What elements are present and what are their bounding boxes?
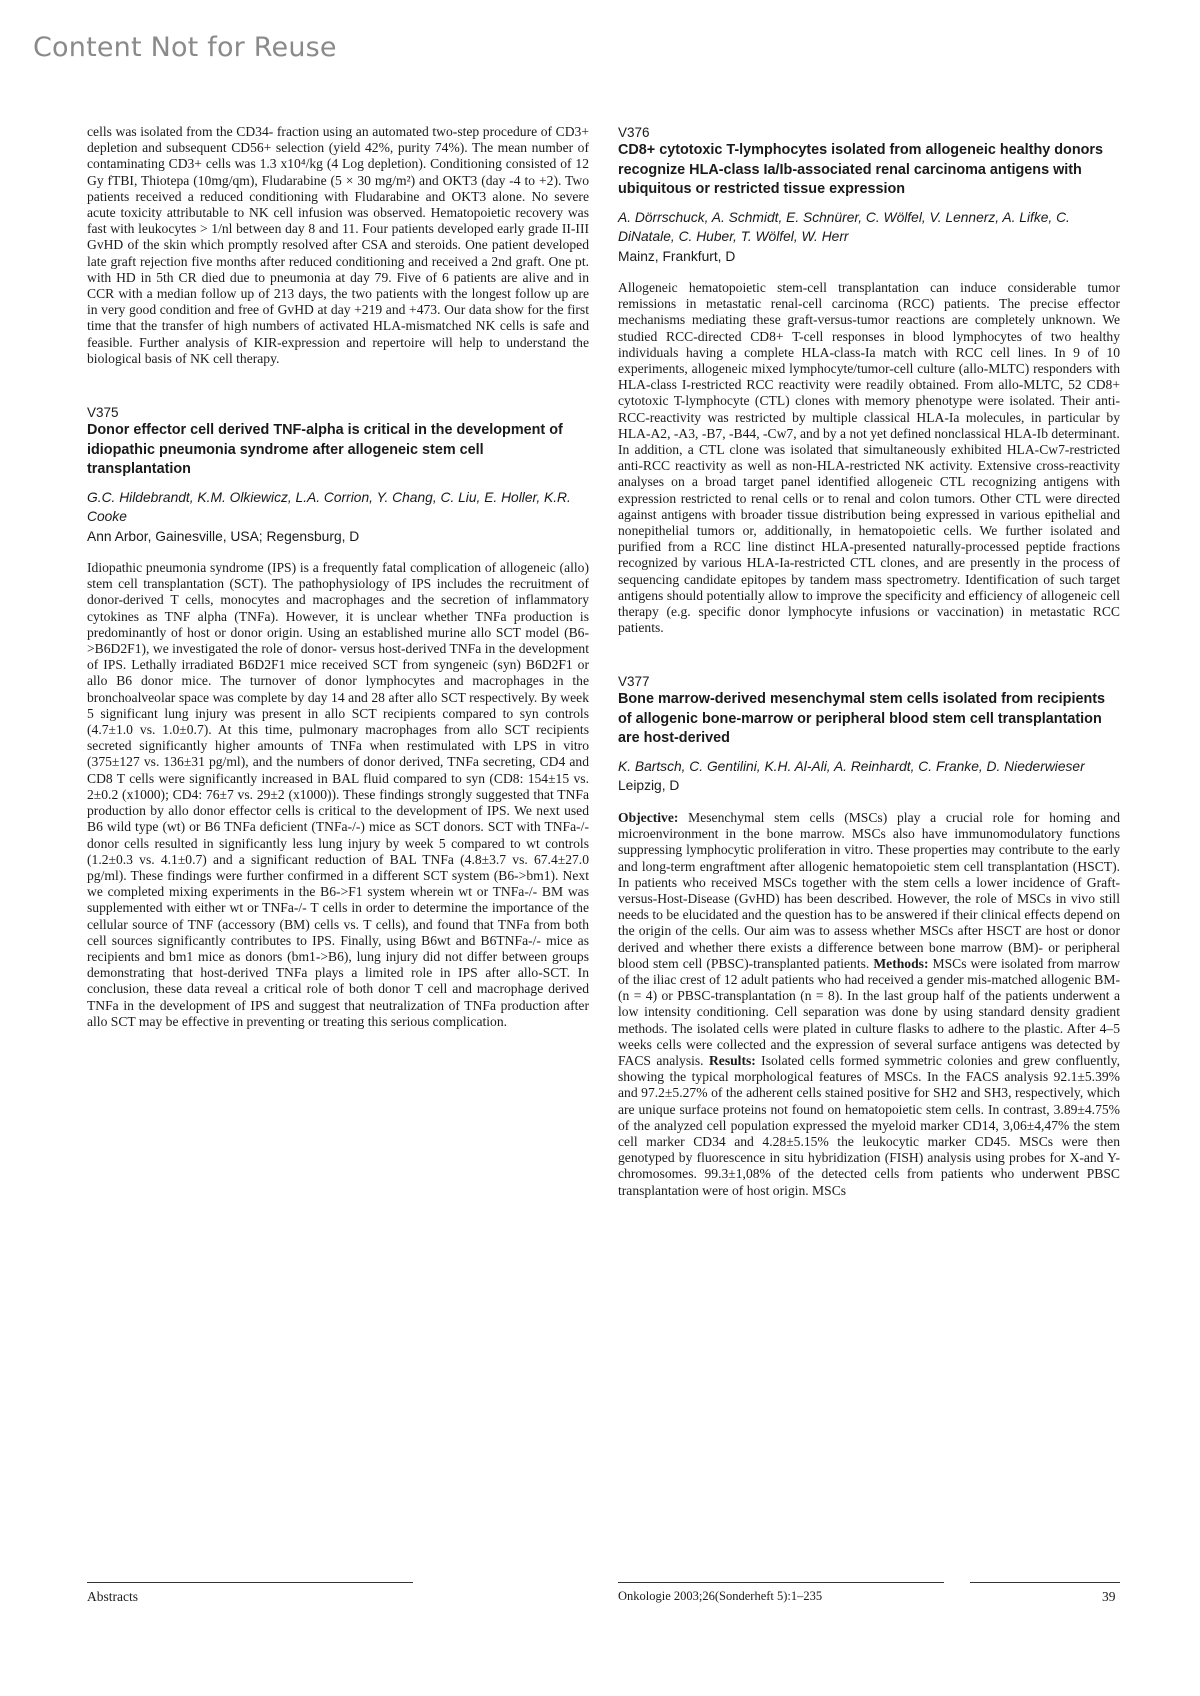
abstract-v377 xyxy=(618,673,1120,1198)
watermark: Content Not for Reuse xyxy=(33,32,337,63)
footer-citation: Onkologie 2003;26(Sonderheft 5):1–235 xyxy=(618,1589,823,1603)
abstract-authors: A. Dörrschuck, A. Schmidt, E. Schnürer, C. Wölfel, V. Lennerz, A. Lifke, C. DiNatale, C. Huber, T. Wölfel, W. Herr xyxy=(618,209,1070,244)
label-methods: Methods: xyxy=(873,955,929,971)
abstract-title: Donor effector cell derived TNF-alpha is critical in the development of idiopathic pneumonia syndrome after allogeneic stem cell transplantation xyxy=(87,422,563,478)
abstract-authors: K. Bartsch, C. Gentilini, K.H. Al-Ali, A. Reinhardt, C. Franke, D. Niederwieser xyxy=(618,758,1085,774)
text-objective: Mesenchymal stem cells (MSCs) play a crucial role for homing and microenvironment in the bone marrow. MSCs also have immunomodulatory functions suppressing lymphocytic proliferation in vitro. These properties may contribute to the early and long-term engraftment after allogenic hematopoietic stem cell transplantation (HSCT). In patients who received MSCs together with the stem cells a lower incidence of Graft-versus-Host-Disease (GvHD) has been described. However, the role of MSCs in vivo still needs to be elucidated and the question has to be answered if their clinical effects depend on the origin of the cells. Our aim was to assess whether MSCs after HSCT are host or donor derived and whether there exists a difference between bone marrow (BM)- or peripheral blood stem cell (PBSC)-transplanted patients. xyxy=(618,809,1120,971)
footer-rule-center xyxy=(618,1582,944,1583)
label-results: Results: xyxy=(708,1053,756,1069)
abstract-body-paragraph-1: Allogeneic hematopoietic stem-cell transplantation can induce considerable tumor remissions in metastatic renal-cell carcinoma (RCC) patients. The precise effector mechanisms mediating these graft-versus-tumor reactions are completely unknown. We studied RCC-directed CD8+ T-cell responses in blood lymphocytes of two healthy individuals having a complete HLA-class-Ia match with RCC cell lines. In 9 of 10 experiments, allogeneic mixed lymphocyte/tumor-cell culture (allo-MLTC) responders with HLA-class I-restricted RCC reactivity were readily obtained. From allo-MLTC, 52 CD8+ cytotoxic T-lymphocyte (CTL) clones with memory phenotype were isolated. Their anti-RCC-reactivity was restricted by multiple classical HLA-Ia molecules, in particular by HLA-A2, -A3, -B7, -B44, -Cw7, and by a not yet defined nonclassical HLA-Ib determinant. xyxy=(618,280,1120,441)
label-objective: Objective: xyxy=(618,809,679,825)
abstract-affiliation: Mainz, Frankfurt, D xyxy=(618,248,736,264)
footer-rule-right xyxy=(970,1582,1120,1583)
abstract-id: V377 xyxy=(618,674,650,690)
footer-rule-left xyxy=(87,1582,413,1583)
abstract-title: Bone marrow-derived mesenchymal stem cells isolated from recipients of allogenic bone-marrow or peripheral blood stem cell transplantation are host-derived xyxy=(618,691,1106,747)
abstract-body-paragraph-2: In addition, a CTL clone was isolated that simultaneously exhibited HLA-Cw7-restricted anti-RCC reactivity as well as non-HLA-restricted NK activity. Extensive cross-reactivity analyses on a broad target panel identified allogeneic CTL recognizing antigens with expression restricted to renal cells or to renal and colon tumors. Other CTL were directed against antigens with broader tissue distribution being expressed in various epithelial and nonepithelial tumors or, additionally, in hematopoietic cells. We further isolated and purified from a RCC line distinct HLA-presented naturally-processed peptide fractions recognized by various HLA-Ia-restricted CTL clones, and are presently in the process of sequencing candidate epitopes by tandem mass spectrometry. Identification of such target antigens should potentially allow to improve the specificity and efficiency of allogeneic cell therapy (e.g. specific donor lymphocyte infusions or vaccination) in metastatic RCC patients. xyxy=(618,442,1120,636)
abstract-authors: G.C. Hildebrandt, K.M. Olkiewicz, L.A. Corrion, Y. Chang, C. Liu, E. Holler, K.R. Cooke xyxy=(87,489,571,525)
abstract-id: V375 xyxy=(87,405,119,421)
footer-journal-section: Abstracts xyxy=(87,1589,138,1604)
text-methods: MSCs were isolated from marrow of the iliac crest of 12 adult patients who had received a gender mis-matched allogenic BM- (n = 4) or PBSC-transplantation (n = 8). In the last group half of the patients underwent a low intensity conditioning. Cell separation was done by using standard density gradient methods. The isolated cells were plated in culture flasks to adhere to the plastic. After 4–5 weeks cells were collected and the expression of several surface antigens was detected by FACS analysis. xyxy=(618,955,1121,1069)
abstract-id: V376 xyxy=(618,125,650,140)
left-column xyxy=(87,124,589,1030)
abstract-v376 xyxy=(618,124,1120,636)
continued-abstract-text: cells was isolated from the CD34- fraction using an automated two-step procedure of CD3+ depletion and subsequent CD56+ selection (yield 42%, purity 74%). The mean number of contaminating CD3+ cells was 1.3 x10⁴/kg (4 Log depletion). Conditioning consisted of 12 Gy fTBI, Thiotepa (10mg/qm), Fludarabine (5 × 30 mg/m²) and OKT3 (day -4 to +2). Two patients received a reduced conditioning with Fludarabine and OKT3 alone. No severe acute toxicity attributable to NK cell infusion was observed. Hematopoietic recovery was fast with leukocytes > 1/nl between day 8 and 11. Four patients developed early grade II-III GvHD of the skin which promptly resolved after CSA and steroids. One patient developed late graft rejection five months after reduced conditioning and received a 2nd graft. One pt. with HD in 5th CR died due to pneumonia at day 79. Five of 6 patients are alive and in CCR with a median follow up of 213 days, the two patients with the longest follow up are in very good condition and free of GvHD at day +219 and +473. Our data show for the first time that the transfer of high numbers of activated HLA-mismatched NK cells is safe and feasible. Further analysis of KIR-expression and repertoire will help to understand the biological basis of NK cell therapy. xyxy=(87,124,589,366)
abstract-v375 xyxy=(87,404,589,1030)
abstract-affiliation: Ann Arbor, Gainesville, USA; Regensburg, D xyxy=(87,528,360,544)
text-results: Isolated cells formed symmetric colonies and grew confluently, showing the typical morphological features of MSCs. In the FACS analysis 92.1±5.39% and 97.2±5.27% of the adherent cells stained positive for SH2 and SH3, respectively, which are unique surface proteins not found on hematopoietic stem cells. In contrast, 3.89±4.75% of the analyzed cell population expressed the myeloid marker CD14, 3,06±4,47% the stem cell marker CD34 and 4.28±5.15% the leukocytic marker CD45. MSCs were then genotyped by fluorescence in situ hybridization (FISH) analysis using probes for X-and Y-chromosomes. 99.3±1,08% of the detected cells from patients who underwent PBSC transplantation were of host origin. MSCs xyxy=(618,1053,1120,1198)
page-number: 39 xyxy=(1102,1589,1116,1604)
abstract-body: Idiopathic pneumonia syndrome (IPS) is a frequently fatal complication of allogeneic (allo) stem cell transplantation (SCT). The pathophysiology of IPS includes the recruitment of donor-derived T cells, monocytes and macrophages and the secretion of inflammatory cytokines as TNF alpha (TNFa). However, it is unclear whether TNFa production is predominantly of host or donor origin. Using an established murine allo SCT model (B6->B6D2F1), we investigated the role of donor- versus host-derived TNFa in the development of IPS. Lethally irradiated B6D2F1 mice received SCT from syngeneic (syn) B6D2F1 or allo B6 donor mice. The turnover of donor lymphocytes and macrophages in the bronchoalveolar space was complete by day 14 and 28 after allo SCT respectively. By week 5 significant lung injury was present in allo SCT recipients compared to syn controls (4.7±1.0 vs. 1.0±0.7). At this time, pulmonary macrophages from allo SCT recipients secreted significantly higher amounts of TNFa when restimulated with LPS in vitro (375±127 vs. 136±31 pg/ml), and the numbers of donor derived, TNFa secreting, CD4 and CD8 T cells were significantly increased in BAL fluid compared to syn (CD8: 154±15 vs. 2±0.2 (x1000); CD4: 76±7 vs. 29±2 (x1000)). These findings strongly suggested that TNFa production by allo donor effector cells is critical to the development of IPS. We next used B6 wild type (wt) or B6 TNFa deficient (TNFa-/-) mice as SCT donors. SCT with TNFa-/- donor cells resulted in significantly less lung injury by week 5 compared to wt controls (1.2±0.3 vs. 4.1±0.7) and a significant reduction of BAL TNFa (4.8±3.7 vs. 67.4±27.0 pg/ml). These findings were further confirmed in a different SCT system (B6->bm1). Next we completed mixing experiments in the B6->F1 system wherein wt or TNFa-/- BM was supplemented with either wt or TNFa-/- T cells in order to determine the importance of the cellular source of TNF (accessory (BM) cells vs. T cells), and found that TNFa from both cell sources significantly contributes to IPS. Finally, using B6wt and B6TNFa-/- mice as recipients and bm1 mice as donors (bm1->B6), lung injury did not differ between groups demonstrating that host-derived TNFa plays a limited role in IPS after allo-SCT. In conclusion, these data reveal a critical role of both donor T cell and macrophage derived TNFa in the development of IPS and suggest that neutralization of TNFa production after allo SCT may be effective in preventing or treating this serious complication. xyxy=(87,560,589,1029)
abstract-body xyxy=(618,810,1120,1199)
abstract-affiliation: Leipzig, D xyxy=(618,778,680,794)
abstract-title: CD8+ cytotoxic T-lymphocytes isolated from allogeneic healthy donors recognize HLA-class Ia/Ib-associated renal carcinoma antigens with ubiquitous or restricted tissue expression xyxy=(618,142,1104,197)
right-column xyxy=(618,124,1120,1199)
